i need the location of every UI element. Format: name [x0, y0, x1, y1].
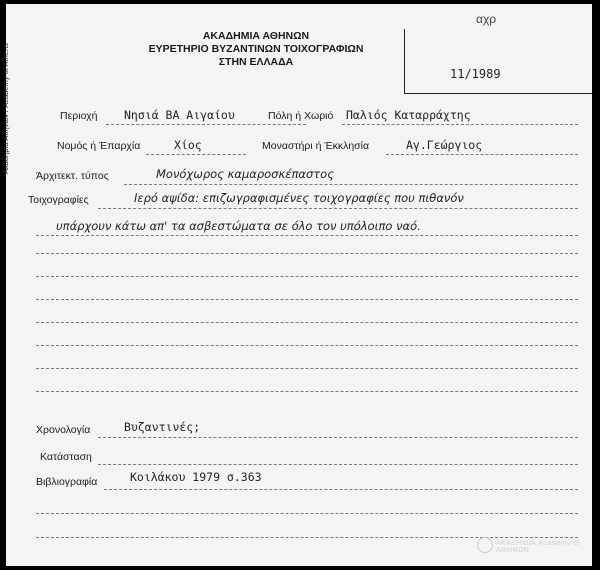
church-line	[386, 154, 578, 155]
dating-line	[98, 437, 578, 438]
prefecture-line	[146, 154, 246, 155]
record-number-box	[404, 29, 593, 94]
village-label: Πόλη ή Χωριό	[268, 110, 334, 122]
watermark: ΑΚΑΔΗΜΙΑ Academy of ΑΘΗΝΩΝ	[496, 540, 581, 554]
blank-line	[36, 345, 578, 346]
bibliography-label: Βιβλιογραφία	[36, 476, 98, 488]
academy-logo-icon	[477, 537, 493, 553]
record-number: 11/1989	[450, 67, 501, 81]
region-value: Νησιά ΒΑ Αιγαίου	[124, 108, 235, 122]
blank-line	[36, 253, 578, 254]
index-card	[1, 4, 592, 566]
arch-type-label: Άρχιτεκτ. τύπος	[36, 170, 109, 182]
frescoes-text-2: υπάρχουν κάτω απ' τα ασβεστώματα σε όλο τον υπόλοιπο ναό.	[56, 219, 421, 233]
blank-line	[36, 368, 578, 369]
corner-code: αχρ	[476, 12, 497, 26]
frescoes-line-2	[36, 235, 578, 236]
dating-value: Βυζαντινές;	[124, 420, 201, 434]
side-archive-label: Ακαδημία Αθηνών / Academy of Athens	[1, 43, 10, 174]
header-line-3: ΣΤΗΝ ΕΛΛΑΔΑ	[218, 56, 294, 68]
region-line	[106, 124, 306, 125]
church-label: Μοναστήρι ή Έκκλησία	[262, 140, 370, 152]
prefecture-label: Νομός ή Έπαρχία	[57, 140, 141, 152]
bibliography-line	[104, 489, 578, 490]
frescoes-line-1	[98, 208, 578, 209]
header-line-2: ΕΥΡΕΤΗΡΙΟ ΒΥΖΑΝΤΙΝΩΝ ΤΟΙΧΟΓΡΑΦΙΩΝ	[148, 43, 364, 55]
arch-type-line	[124, 184, 578, 185]
frescoes-text-1: Ιερό αψίδα: επιζωγραφισμένες τοιχογραφίες που πιθανόν	[134, 191, 464, 205]
blank-line	[36, 276, 578, 277]
condition-line	[98, 464, 578, 465]
bibliography-value: Κοιλάκου 1979 σ.363	[130, 470, 262, 484]
village-value: Παλιός Καταρράχτης	[346, 108, 471, 122]
blank-line	[36, 299, 578, 300]
frescoes-label: Τοιχογραφίες	[28, 194, 89, 206]
dating-label: Χρονολογία	[36, 424, 91, 436]
blank-line	[36, 537, 578, 538]
church-value: Αγ.Γεώργιος	[406, 138, 483, 152]
arch-type-value: Μονόχωρος καμαροσκέπαστος	[156, 167, 334, 181]
blank-line	[36, 513, 578, 514]
village-line	[342, 124, 578, 125]
blank-line	[36, 391, 578, 392]
prefecture-value: Χίος	[174, 138, 202, 152]
region-label: Περιοχή	[60, 110, 98, 122]
header-line-1: ΑΚΑΔΗΜΙΑ ΑΘΗΝΩΝ	[202, 30, 310, 42]
blank-line	[36, 322, 578, 323]
condition-label: Κατάσταση	[40, 451, 92, 463]
